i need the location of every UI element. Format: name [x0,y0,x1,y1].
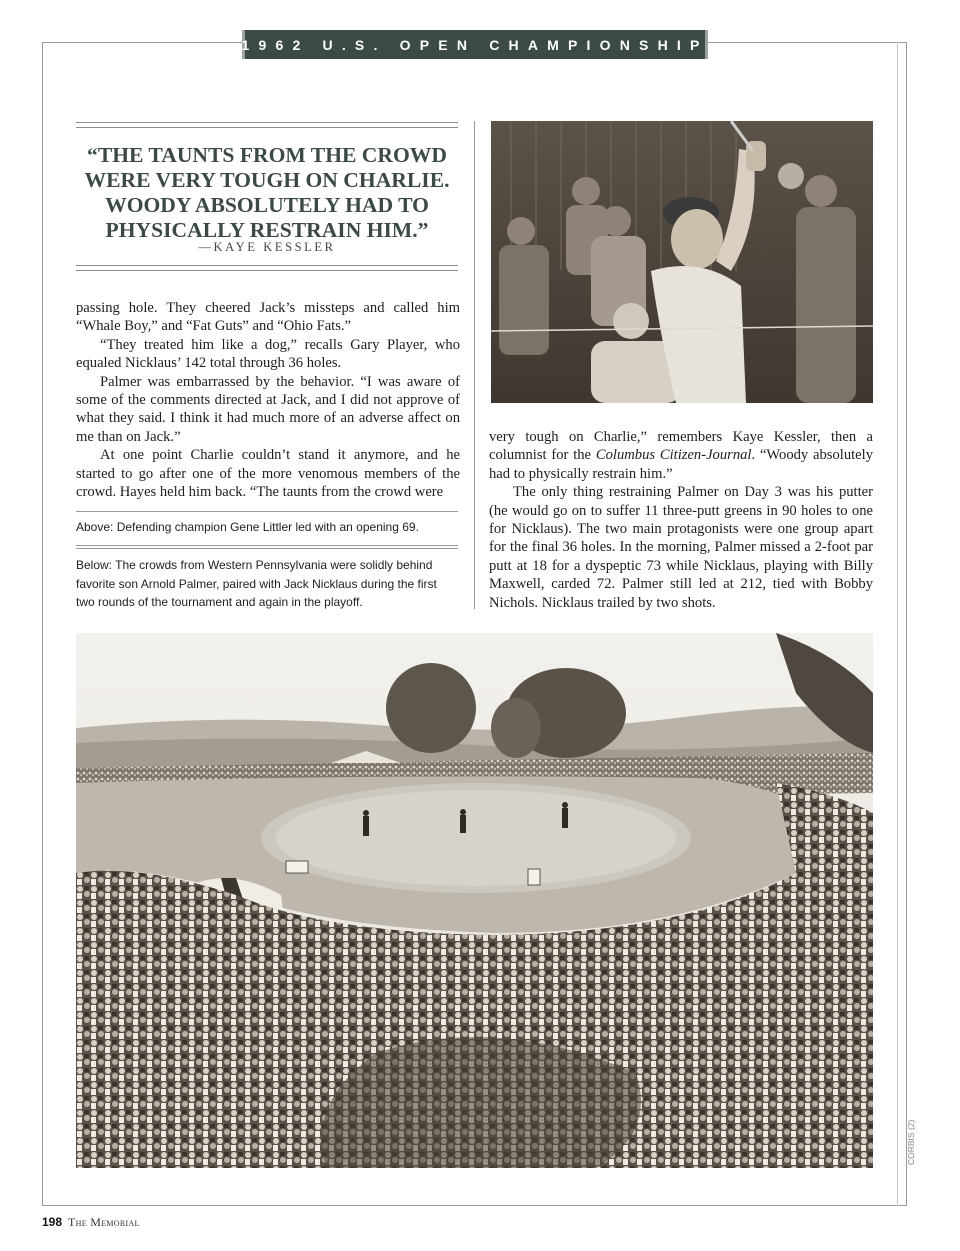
article-paragraph: The only thing restraining Palmer on Day 3 was his putter (he would go on to suffer 11 three-putt greens in 90 holes to one for Nicklaus). The two main protagonists were one group apart for the final 36 holes. In the morning, Palmer missed a 2-foot par putt at 18 for a dyspeptic 73 while Nicklaus, playing with Billy Maxwell, carded 72. Palmer still led at 212, tied with Bobby Nichols. Nicklaus trailed by two shots. [489,484,873,611]
quote-bottom-rule [76,265,458,271]
caption-above-label: Above: [76,520,114,534]
left-article-column [76,299,460,501]
gallery-photo-image [76,633,873,1168]
caption-divider [76,545,458,549]
caption-above [76,518,458,537]
gallery-photo [76,633,873,1168]
photo-credit: CORBIS (2) [906,1119,916,1165]
publication-name: Columbus Citizen-Journal [595,447,752,464]
caption-below-label: Below: [76,558,113,572]
publication-title: The Memorial [68,1215,140,1229]
caption-below [76,556,458,612]
quote-attribution: —KAYE KESSLER [198,240,336,254]
page-footer [42,1215,140,1230]
article-paragraph [489,428,873,483]
article-paragraph: “They treated him like a dog,” recalls Gary Player, who equaled Nicklaus’ 142 total through 36 holes. [76,336,460,372]
paragraph-text: . “Woody absolutely had to physically restrain him.” [489,447,874,482]
caption-top-rule [76,511,458,512]
caption-below-text: The crowds from Western Pennsylvania were solidly behind favorite son Arnold Palmer, paired with Jack Nicklaus during the first two rounds of the tournament and again in the playoff. [76,558,437,609]
right-article-column [489,428,873,612]
caption-above-text: Defending champion Gene Littler led with an opening 69. [113,520,419,534]
golfer-photo-image [491,121,873,403]
page-frame-inner-rule [897,42,898,1206]
article-paragraph: At one point Charlie couldn’t stand it anymore, and he started to go after one of the more venomous members of the crowd. Hayes held him back. “The taunts from the crowd were [76,447,460,501]
section-header: 1962 U.S. OPEN CHAMPIONSHIP [242,30,708,59]
pull-quote: “THE TAUNTS FROM THE CROWD WERE VERY TOUGH ON CHARLIE. WOODY ABSOLUTELY HAD TO PHYSICALLY RESTRAIN HIM.” [84,143,450,242]
column-divider [474,121,475,609]
page-number: 198 [42,1215,63,1229]
article-paragraph: Palmer was embarrassed by the behavior. “I was aware of some of the comments directed at Jack, and I did not approve of what they said. I think it had much more of an adverse affect on me than on Jack.” [76,373,460,445]
golfer-photo [491,121,873,403]
quote-top-rule [76,122,458,128]
paragraph-text: very tough on Charlie,” remembers Kaye Kessler, then a columnist for the [489,429,873,464]
article-paragraph: passing hole. They cheered Jack’s missteps and called him “Whale Boy,” and “Fat Guts” and “Ohio Fats.” [76,300,460,335]
